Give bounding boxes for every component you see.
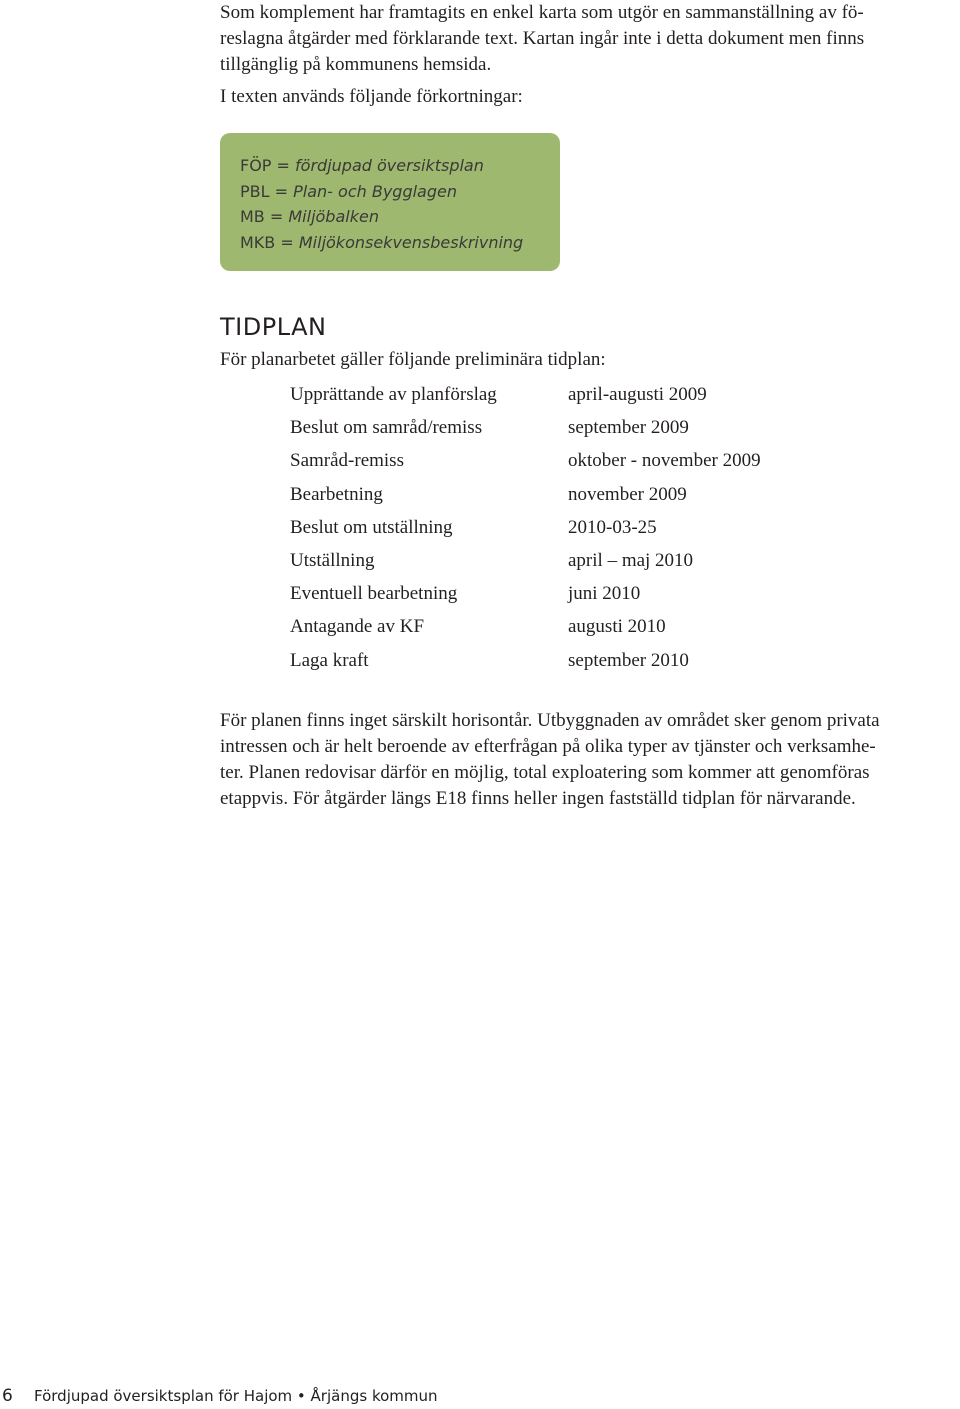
schedule-activity: Beslut om utställning — [290, 516, 453, 538]
abbreviation-key: MB — [240, 207, 265, 226]
abbreviation-equals: = — [276, 156, 290, 175]
abbreviation-row — [240, 153, 560, 179]
intro-line: tillgänglig på kommunens hemsida. — [220, 54, 492, 75]
schedule-row — [290, 480, 850, 513]
footer-title: Fördjupad översiktsplan för Hajom • Årjängs kommun — [34, 1387, 438, 1405]
schedule-activity: Samråd-remiss — [290, 450, 404, 472]
schedule-date: augusti 2010 — [568, 616, 666, 638]
schedule-date: april – maj 2010 — [568, 549, 694, 571]
schedule-activity: Beslut om samråd/remiss — [290, 417, 483, 439]
abbreviation-value: Miljökonsekvensbeskrivning — [298, 232, 524, 252]
schedule-lead: För planarbetet gäller följande preliminära tidplan: — [220, 349, 606, 370]
schedule-row — [290, 513, 850, 546]
abbreviation-value: Miljöbalken — [288, 207, 379, 226]
schedule-activity: Antagande av KF — [290, 616, 425, 638]
abbreviation-key: PBL — [240, 181, 270, 201]
schedule-date: 2010-03-25 — [568, 516, 657, 538]
abbreviation-equals: = — [269, 207, 284, 226]
abbreviation-equals: = — [280, 232, 294, 252]
schedule-row — [290, 546, 850, 579]
schedule-row — [290, 612, 850, 645]
schedule-activity: Upprättande av planförslag — [290, 384, 497, 405]
schedule-row — [290, 380, 850, 413]
schedule-row — [290, 646, 850, 679]
abbreviation-row — [240, 179, 560, 205]
intro-paragraph — [220, 0, 940, 78]
section-title-tidplan: TIDPLAN — [220, 313, 327, 341]
abbreviations-lead: I texten används följande förkortningar: — [220, 86, 523, 107]
schedule-row — [290, 579, 850, 612]
abbreviation-value: Plan- och Bygglagen — [293, 181, 457, 201]
schedule-activity: Bearbetning — [290, 483, 383, 505]
page-number: 6 — [2, 1386, 13, 1406]
schedule-row — [290, 446, 850, 479]
abbreviation-row — [240, 204, 560, 230]
intro-line: reslagna åtgärder med förklarande text. Kartan ingår inte i detta dokument men finns — [220, 28, 865, 49]
schedule-date: oktober - november 2009 — [568, 450, 761, 472]
closing-line: ter. Planen redovisar därför en möjlig, total exploatering som kommer att genomföras — [220, 762, 870, 783]
schedule-table — [290, 380, 850, 679]
schedule-activity: Utställning — [290, 549, 375, 571]
abbreviation-value: fördjupad översiktsplan — [295, 156, 484, 175]
closing-paragraph — [220, 708, 960, 812]
abbreviation-equals: = — [274, 181, 289, 201]
closing-line: För planen finns inget särskilt horisontår. Utbyggnaden av området sker genom privata — [220, 710, 880, 731]
schedule-date: september 2010 — [568, 649, 689, 671]
schedule-activity: Laga kraft — [290, 649, 369, 671]
schedule-date: april-augusti 2009 — [568, 384, 707, 405]
closing-line: intressen och är helt beroende av efterfrågan på olika typer av tjänster och verksamhe- — [220, 736, 876, 757]
abbreviation-row — [240, 230, 560, 256]
schedule-row — [290, 413, 850, 446]
abbreviation-key: FÖP — [240, 156, 272, 175]
schedule-activity: Eventuell bearbetning — [290, 583, 458, 605]
closing-line: etappvis. För åtgärder längs E18 finns heller ingen fastställd tidplan för närvarande. — [220, 788, 856, 809]
intro-line: Som komplement har framtagits en enkel karta som utgör en sammanställning av fö- — [220, 2, 864, 23]
schedule-date: november 2009 — [568, 483, 687, 505]
abbreviations-box — [220, 133, 560, 271]
schedule-date: september 2009 — [568, 417, 689, 439]
abbreviation-key: MKB — [240, 232, 276, 252]
schedule-date: juni 2010 — [568, 583, 641, 605]
